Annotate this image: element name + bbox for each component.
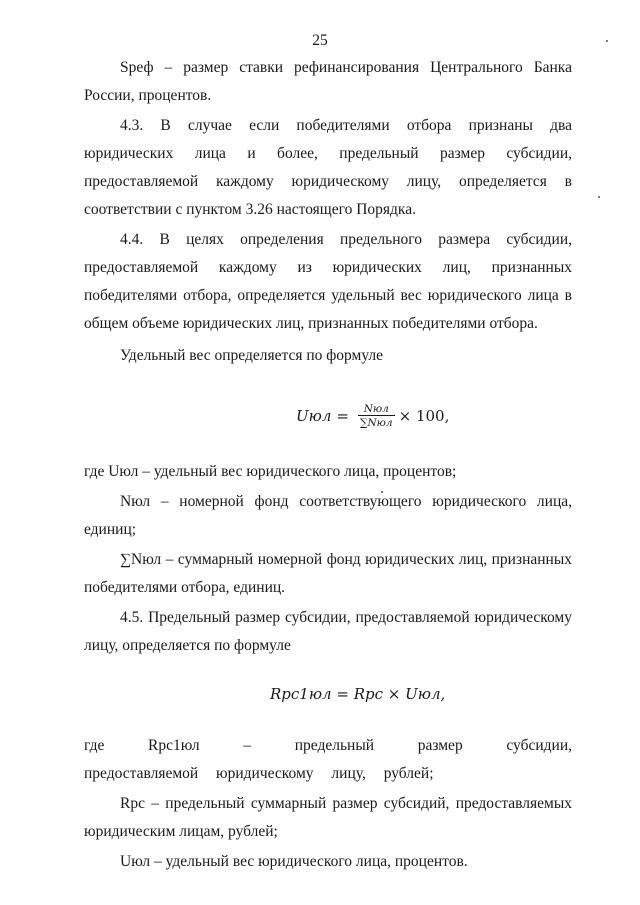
formula-equals: = [336,407,349,425]
paragraph-nyul-definition: Nюл – номерной фонд соответствующего юридического лица, единиц; [84,493,572,538]
scan-speck [606,40,608,42]
paragraph-rpc-definition: Rpc – предельный суммарный размер субсидий, предоставляемых юридическим лицам, рублей; [84,795,572,840]
formula-subsidy-limit-text: Rpc1юл = Rpc × Uюл, [270,685,446,703]
paragraph-rpc1yul-definition: где Rpc1юл – предельный размер субсидии, предоставляемой юридическому лицу, рублей; [84,737,572,782]
paragraph-formula-intro: Удельный вес определяется по формуле [120,347,384,364]
formula-numerator: Nюл [363,403,389,415]
formula-rhs: × 100, [398,407,450,425]
paragraph-4-5: 4.5. Предельный размер субсидии, предоставляемой юридическому лицу, определяется по формуле [84,609,572,654]
document-body [84,54,572,876]
formula-specific-weight [84,396,572,436]
page-number: 25 [312,32,328,49]
paragraph-sum-nyul-definition: ∑Nюл – суммарный номерной фонд юридических лиц, признанных победителями отбора, единиц. [84,551,572,596]
scan-speck [381,491,383,493]
paragraph-4-4: 4.4. В целях определения предельного размера субсидии, предоставляемой каждому из юридических лиц, признанных победителями отбора, определяется удельный вес юридического лица в общем объеме юридических лиц, признанных победителями отбора. [84,231,572,332]
paragraph-4-3: 4.3. В случае если победителями отбора признаны два юридических лица и более, предельный размер субсидии, предоставляемой каждому юридическому лицу, определяется в соответствии с пунктом 3.26 настоящего Порядка. [84,117,572,218]
formula-fraction [358,403,395,429]
formula-lhs: Uюл [296,407,332,425]
paragraph-sref-definition: Sреф – размер ставки рефинансирования Центрального Банка России, процентов. [84,59,572,104]
paragraph-uyul-definition: где Uюл – удельный вес юридического лица, процентов; [84,463,457,480]
formula-subsidy-limit [84,680,572,708]
paragraph-uyul-repeat: Uюл – удельный вес юридического лица, процентов. [120,853,468,870]
scan-speck [598,196,600,198]
formula-denominator: ∑Nюл [359,417,393,429]
